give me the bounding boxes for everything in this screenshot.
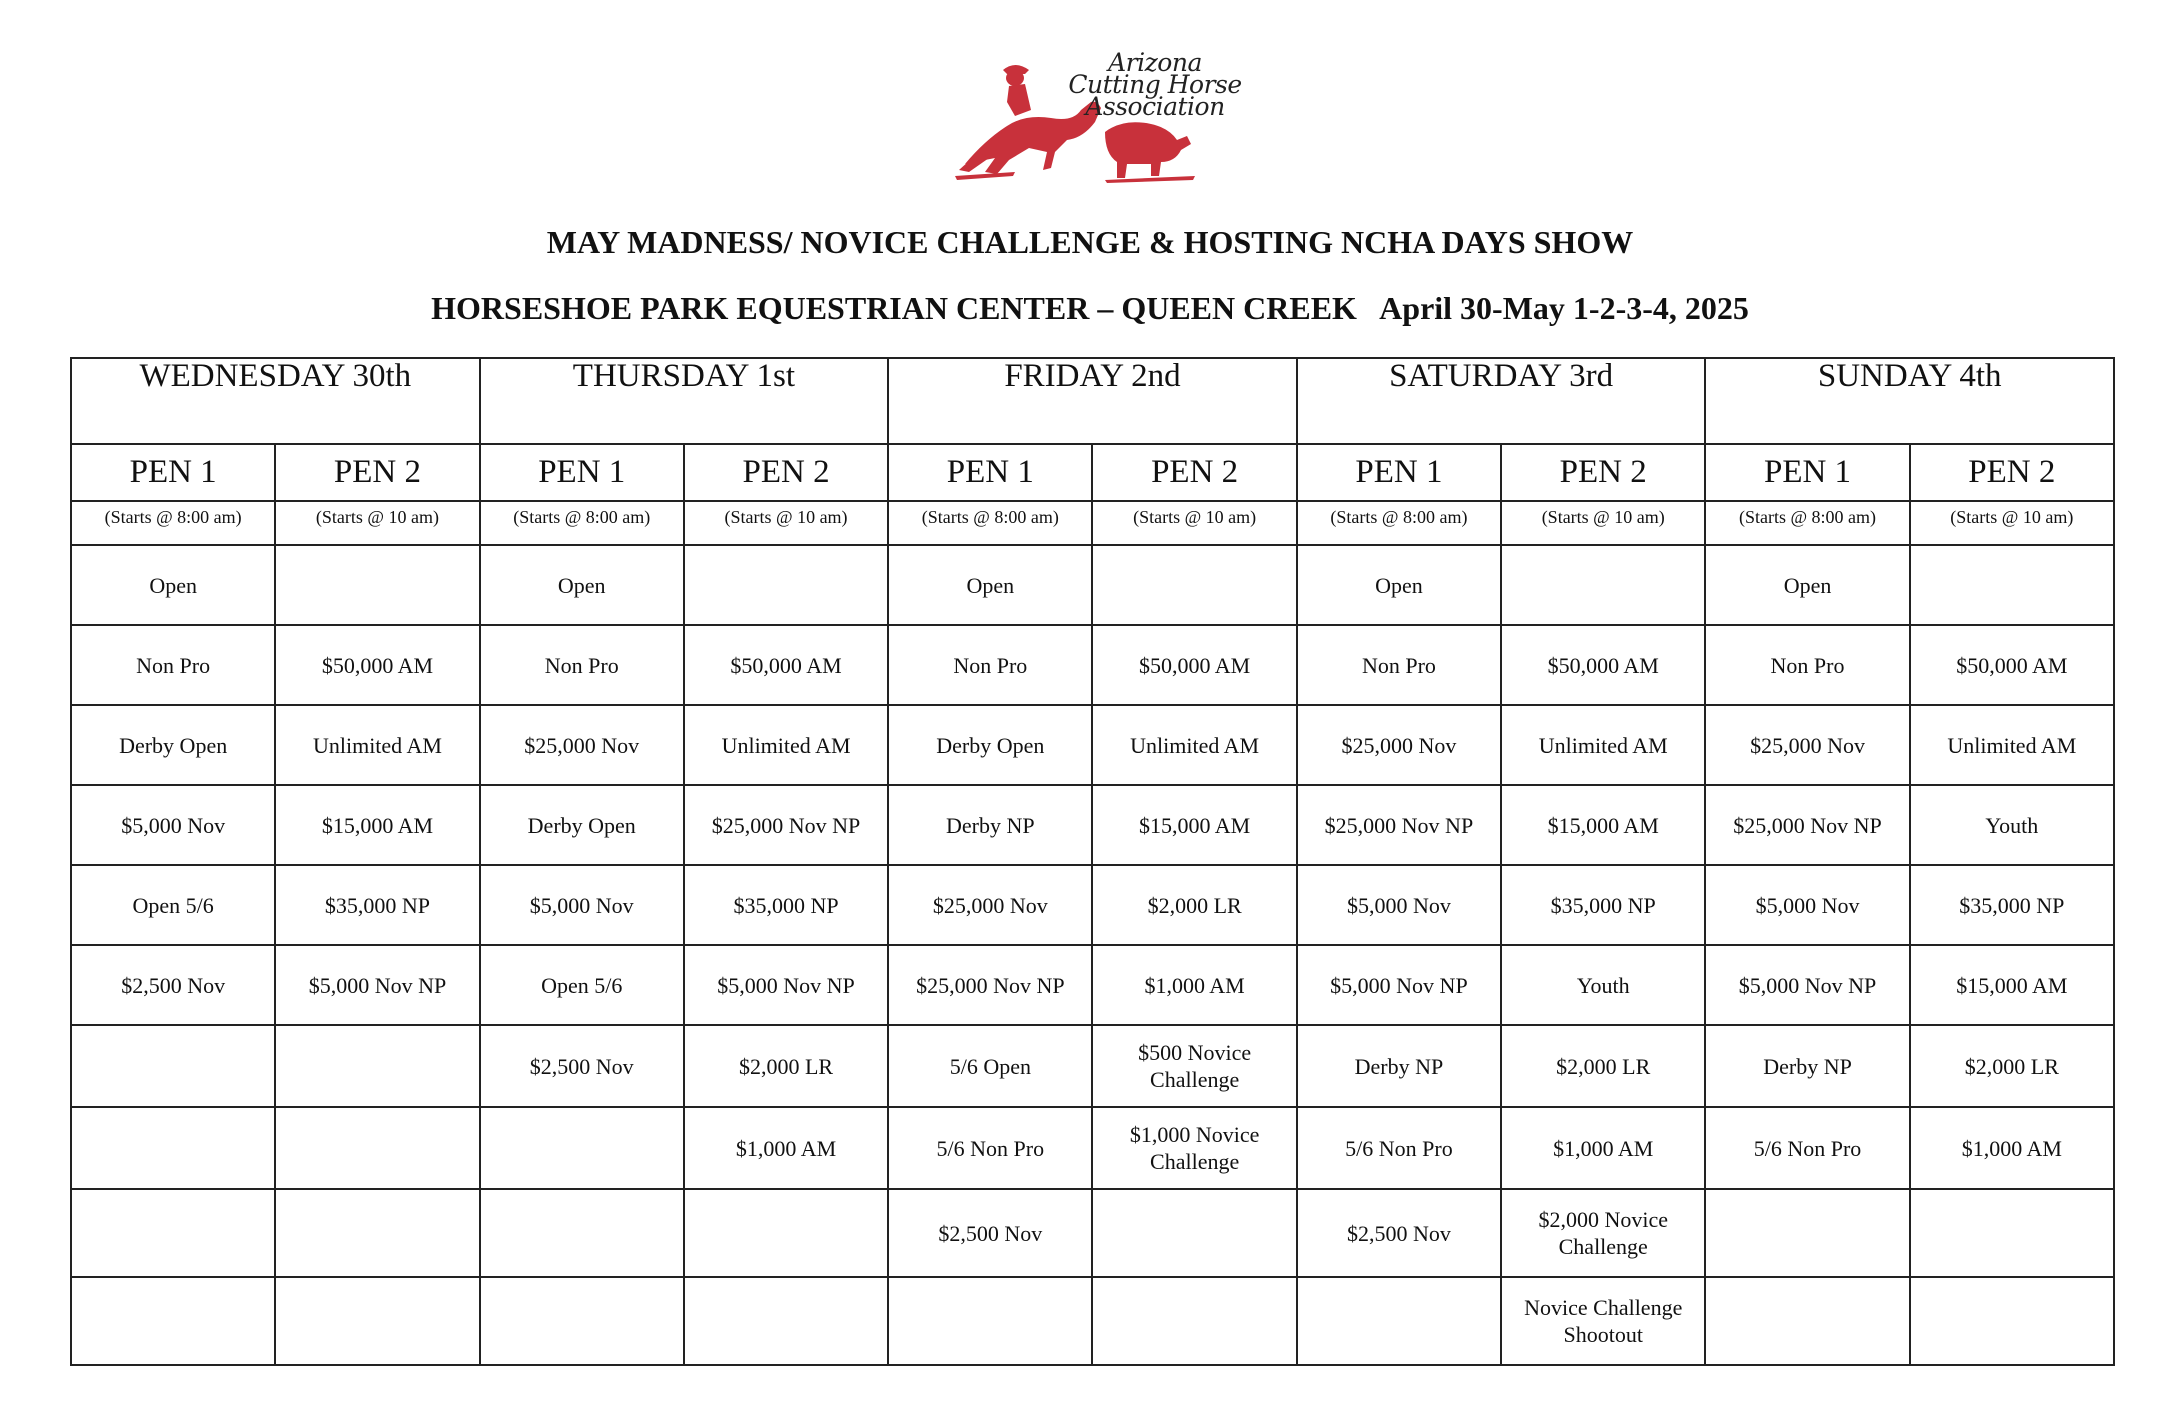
class-cell: $5,000 Nov NP bbox=[275, 945, 479, 1025]
class-cell: $15,000 AM bbox=[1092, 785, 1296, 865]
class-cell: Open 5/6 bbox=[480, 945, 684, 1025]
class-cell: $5,000 Nov bbox=[1705, 865, 1909, 945]
start-time: (Starts @ 10 am) bbox=[275, 501, 479, 545]
class-cell: 5/6 Open bbox=[888, 1025, 1092, 1107]
class-cell bbox=[1910, 545, 2114, 625]
class-cell bbox=[275, 1107, 479, 1189]
table-row bbox=[71, 945, 2114, 1025]
class-cell bbox=[684, 1189, 888, 1277]
pen-header: PEN 2 bbox=[1501, 444, 1705, 501]
class-cell: $5,000 Nov bbox=[71, 785, 275, 865]
class-cell bbox=[71, 1025, 275, 1107]
table-row bbox=[71, 865, 2114, 945]
class-cell: $25,000 Nov NP bbox=[684, 785, 888, 865]
association-logo bbox=[955, 40, 1255, 190]
show-subtitle: HORSESHOE PARK EQUESTRIAN CENTER – QUEEN CREEK April 30-May 1-2-3-4, 2025 bbox=[431, 290, 1749, 326]
class-cell: $2,000 LR bbox=[684, 1025, 888, 1107]
class-cell: $25,000 Nov NP bbox=[888, 945, 1092, 1025]
day-header-row bbox=[71, 358, 2114, 444]
class-cell: Non Pro bbox=[480, 625, 684, 705]
class-cell: $50,000 AM bbox=[684, 625, 888, 705]
class-cell: $15,000 AM bbox=[275, 785, 479, 865]
class-cell: Unlimited AM bbox=[1092, 705, 1296, 785]
start-time: (Starts @ 10 am) bbox=[1092, 501, 1296, 545]
schedule-table bbox=[70, 357, 2115, 1366]
class-cell: Open bbox=[1297, 545, 1501, 625]
table-row bbox=[71, 1107, 2114, 1189]
class-cell bbox=[275, 1277, 479, 1365]
pen-header: PEN 1 bbox=[1705, 444, 1909, 501]
class-cell: $1,000 Novice Challenge bbox=[1092, 1107, 1296, 1189]
class-cell bbox=[480, 1277, 684, 1365]
day-header: WEDNESDAY 30th bbox=[71, 358, 480, 444]
logo-line-2: Cutting Horse bbox=[1068, 70, 1242, 99]
class-cell: $50,000 AM bbox=[1910, 625, 2114, 705]
class-cell: Open bbox=[71, 545, 275, 625]
class-cell: $5,000 Nov bbox=[1297, 865, 1501, 945]
class-cell bbox=[1297, 1277, 1501, 1365]
class-cell: Derby Open bbox=[480, 785, 684, 865]
class-cell bbox=[275, 545, 479, 625]
class-cell: $2,000 LR bbox=[1092, 865, 1296, 945]
class-cell: $500 Novice Challenge bbox=[1092, 1025, 1296, 1107]
class-cell bbox=[1092, 1277, 1296, 1365]
class-cell bbox=[1910, 1189, 2114, 1277]
class-cell: Youth bbox=[1501, 945, 1705, 1025]
table-row bbox=[71, 625, 2114, 705]
class-cell: 5/6 Non Pro bbox=[888, 1107, 1092, 1189]
class-cell: 5/6 Non Pro bbox=[1297, 1107, 1501, 1189]
day-header: SATURDAY 3rd bbox=[1297, 358, 1706, 444]
table-row bbox=[71, 705, 2114, 785]
pen-header: PEN 1 bbox=[888, 444, 1092, 501]
class-cell bbox=[1705, 1189, 1909, 1277]
start-time: (Starts @ 8:00 am) bbox=[71, 501, 275, 545]
class-cell: $5,000 Nov bbox=[480, 865, 684, 945]
class-cell: Unlimited AM bbox=[684, 705, 888, 785]
start-time: (Starts @ 10 am) bbox=[1910, 501, 2114, 545]
class-cell: Non Pro bbox=[71, 625, 275, 705]
class-cell bbox=[1705, 1277, 1909, 1365]
start-time: (Starts @ 8:00 am) bbox=[888, 501, 1092, 545]
start-time: (Starts @ 8:00 am) bbox=[480, 501, 684, 545]
class-cell: $2,500 Nov bbox=[480, 1025, 684, 1107]
class-cell: Derby Open bbox=[71, 705, 275, 785]
day-header: FRIDAY 2nd bbox=[888, 358, 1297, 444]
class-cell: $5,000 Nov NP bbox=[684, 945, 888, 1025]
table-row bbox=[71, 1189, 2114, 1277]
class-cell bbox=[275, 1189, 479, 1277]
class-cell bbox=[71, 1277, 275, 1365]
class-cell: $1,000 AM bbox=[684, 1107, 888, 1189]
class-cell: 5/6 Non Pro bbox=[1705, 1107, 1909, 1189]
class-cell bbox=[684, 1277, 888, 1365]
class-cell: $25,000 Nov NP bbox=[1705, 785, 1909, 865]
class-cell: Unlimited AM bbox=[1501, 705, 1705, 785]
class-cell: Open 5/6 bbox=[71, 865, 275, 945]
class-cell: Derby Open bbox=[888, 705, 1092, 785]
class-cell bbox=[1501, 545, 1705, 625]
class-cell: Unlimited AM bbox=[1910, 705, 2114, 785]
logo-text bbox=[1055, 48, 1255, 121]
logo-line-3: Association bbox=[1085, 92, 1225, 121]
class-cell bbox=[684, 545, 888, 625]
class-cell: $25,000 Nov bbox=[1705, 705, 1909, 785]
class-cell: $25,000 Nov NP bbox=[1297, 785, 1501, 865]
class-cell: Non Pro bbox=[1297, 625, 1501, 705]
class-cell bbox=[888, 1277, 1092, 1365]
start-time: (Starts @ 8:00 am) bbox=[1297, 501, 1501, 545]
class-cell: $2,000 Novice Challenge bbox=[1501, 1189, 1705, 1277]
class-cell: $1,000 AM bbox=[1092, 945, 1296, 1025]
class-cell bbox=[71, 1189, 275, 1277]
start-time-row bbox=[71, 501, 2114, 545]
class-cell: $25,000 Nov bbox=[480, 705, 684, 785]
class-cell: $50,000 AM bbox=[1501, 625, 1705, 705]
pen-header: PEN 2 bbox=[275, 444, 479, 501]
class-cell: Derby NP bbox=[1297, 1025, 1501, 1107]
day-header: THURSDAY 1st bbox=[480, 358, 889, 444]
class-cell: $2,000 LR bbox=[1501, 1025, 1705, 1107]
class-cell: $15,000 AM bbox=[1910, 945, 2114, 1025]
class-cell: $2,500 Nov bbox=[71, 945, 275, 1025]
class-cell: Open bbox=[480, 545, 684, 625]
class-cell: Derby NP bbox=[1705, 1025, 1909, 1107]
class-cell: Youth bbox=[1910, 785, 2114, 865]
class-cell: $35,000 NP bbox=[275, 865, 479, 945]
class-cell: Unlimited AM bbox=[275, 705, 479, 785]
day-header: SUNDAY 4th bbox=[1705, 358, 2114, 444]
class-cell: $5,000 Nov NP bbox=[1297, 945, 1501, 1025]
table-row bbox=[71, 785, 2114, 865]
class-cell: $2,000 LR bbox=[1910, 1025, 2114, 1107]
start-time: (Starts @ 10 am) bbox=[684, 501, 888, 545]
class-cell: $25,000 Nov bbox=[1297, 705, 1501, 785]
class-cell: Novice Challenge Shootout bbox=[1501, 1277, 1705, 1365]
class-cell: $50,000 AM bbox=[275, 625, 479, 705]
pen-header: PEN 2 bbox=[1092, 444, 1296, 501]
table-row bbox=[71, 545, 2114, 625]
class-cell: $50,000 AM bbox=[1092, 625, 1296, 705]
class-cell: $1,000 AM bbox=[1910, 1107, 2114, 1189]
class-cell: $35,000 NP bbox=[1910, 865, 2114, 945]
class-cell: Derby NP bbox=[888, 785, 1092, 865]
logo-line-1: Arizona bbox=[1108, 48, 1202, 77]
show-title: MAY MADNESS/ NOVICE CHALLENGE & HOSTING NCHA DAYS SHOW bbox=[546, 224, 1634, 260]
class-cell: $2,500 Nov bbox=[888, 1189, 1092, 1277]
class-cell: $2,500 Nov bbox=[1297, 1189, 1501, 1277]
pen-header: PEN 1 bbox=[71, 444, 275, 501]
pen-header: PEN 1 bbox=[1297, 444, 1501, 501]
class-cell bbox=[480, 1107, 684, 1189]
class-cell bbox=[1092, 545, 1296, 625]
class-cell: $15,000 AM bbox=[1501, 785, 1705, 865]
start-time: (Starts @ 8:00 am) bbox=[1705, 501, 1909, 545]
class-cell: Non Pro bbox=[1705, 625, 1909, 705]
class-cell: Open bbox=[888, 545, 1092, 625]
class-cell bbox=[71, 1107, 275, 1189]
pen-header: PEN 2 bbox=[1910, 444, 2114, 501]
pen-header-row bbox=[71, 444, 2114, 501]
table-row bbox=[71, 1277, 2114, 1365]
class-cell: $35,000 NP bbox=[684, 865, 888, 945]
class-cell bbox=[480, 1189, 684, 1277]
class-cell: Open bbox=[1705, 545, 1909, 625]
class-cell bbox=[275, 1025, 479, 1107]
class-cell: Non Pro bbox=[888, 625, 1092, 705]
class-cell: $5,000 Nov NP bbox=[1705, 945, 1909, 1025]
class-cell: $35,000 NP bbox=[1501, 865, 1705, 945]
pen-header: PEN 2 bbox=[684, 444, 888, 501]
class-cell bbox=[1092, 1189, 1296, 1277]
start-time: (Starts @ 10 am) bbox=[1501, 501, 1705, 545]
class-cell: $25,000 Nov bbox=[888, 865, 1092, 945]
class-cell: $1,000 AM bbox=[1501, 1107, 1705, 1189]
pen-header: PEN 1 bbox=[480, 444, 684, 501]
class-cell bbox=[1910, 1277, 2114, 1365]
table-row bbox=[71, 1025, 2114, 1107]
